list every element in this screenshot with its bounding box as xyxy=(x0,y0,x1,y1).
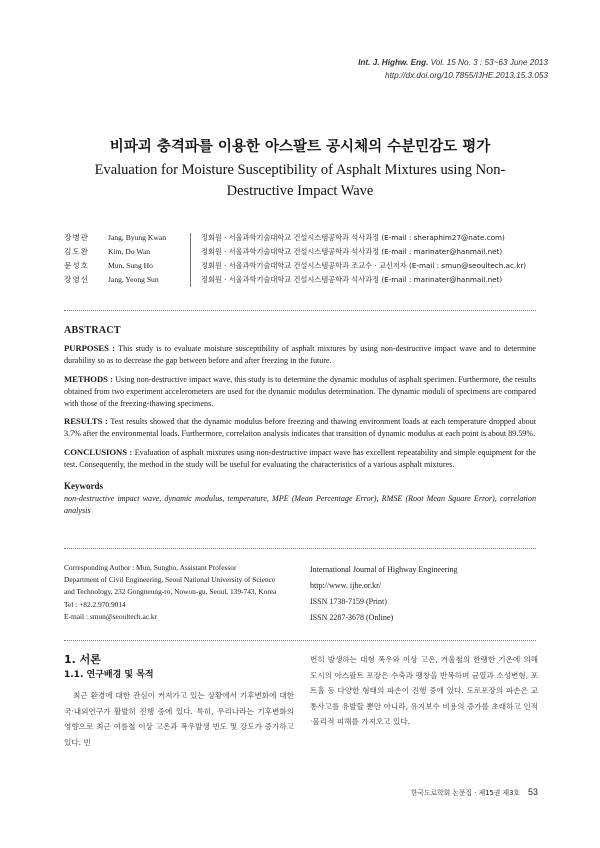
journal-info xyxy=(310,562,540,626)
author-name-ko: 장병관 xyxy=(64,233,90,242)
journal-abbrev: Int. J. Highw. Eng. xyxy=(358,58,429,67)
divider-dotted xyxy=(64,548,536,549)
divider-dotted xyxy=(64,640,536,641)
journal-name: International Journal of Highway Engineering xyxy=(310,565,458,574)
doi-link[interactable]: http://dx.doi.org/10.7855/IJHE.2013.15.3.053 xyxy=(385,71,548,80)
body-paragraph: 최근 환경에 대한 관심이 커져가고 있는 상황에서 기후변화에 대한 국·내외연구가 활발히 진행 중에 있다. 특히, 우리나라는 기후변화의 영향으로 최근 여름철 이상 고온과 폭우발생 빈도 및 강도가 증가하고 있다. 빈 xyxy=(64,691,294,747)
author-affiliation: 정회원 · 서울과학기술대학교 건설시스템공학과 석사과정 (E-mail : marinater@hanmail.net) xyxy=(201,275,503,284)
results-text: Test results showed that the dynamic modulus before freezing and thawing environment loads at each temperature dropped about 3.7% after the environmental loads. Furthermore, correlation analysis indicates that transition of dynamic modulus at each point is about 89.59%. xyxy=(64,417,536,439)
page-number: 53 xyxy=(527,787,538,797)
corr-line: Corresponding Author : Mun, Sungho, Assistant Professor xyxy=(64,563,237,572)
author-row xyxy=(64,259,526,273)
author-separator xyxy=(190,233,191,245)
journal-reference xyxy=(358,56,548,82)
abstract-conclusions xyxy=(64,446,536,471)
abstract-section xyxy=(64,325,536,518)
author-row xyxy=(64,245,526,259)
results-label: RESULTS : xyxy=(64,416,111,427)
author-name-ko: 문성호 xyxy=(64,261,90,270)
purposes-label: PURPOSES : xyxy=(64,343,119,354)
corresponding-author xyxy=(64,562,300,623)
title-korean: 비파괴 충격파를 이용한 아스팔트 공시체의 수분민감도 평가 xyxy=(109,139,491,155)
abstract-heading: ABSTRACT xyxy=(64,325,121,336)
author-name-en: Jang, Byung Kwan xyxy=(108,233,167,242)
author-name-en: Jang, Yeong Sun xyxy=(108,275,159,284)
keywords-heading: Keywords xyxy=(64,481,103,492)
methods-label: METHODS : xyxy=(64,373,116,384)
abstract-results xyxy=(64,415,536,440)
author-separator xyxy=(190,259,191,273)
abstract-purposes xyxy=(64,342,536,367)
author-separator xyxy=(190,245,191,259)
conclusions-label: CONCLUSIONS : xyxy=(64,446,135,457)
keywords-text: non-destructive impact wave, dynamic modulus, temperature, MPE (Mean Percentage Error), RMSE (Root Mean Square Error), correlation analysis xyxy=(64,494,536,516)
corr-email[interactable]: E-mail : smun@seoultech.ac.kr xyxy=(64,611,158,621)
body-column-right xyxy=(310,652,538,730)
page-footer xyxy=(411,787,538,797)
author-row xyxy=(64,231,526,245)
conclusions-text: Evaluation of asphalt mixtures using non-destructive impact wave has excellent repeatability and simple equipment for the test. Consequently, the method in the study will be useful for evaluating the characteristics of a various asphalt mixtures. xyxy=(64,447,536,469)
abstract-methods xyxy=(64,373,536,411)
methods-text: Using non-destructive impact wave, this study is to determine the dynamic modulus of asphalt specimen. Furthermore, the results obtained from two experiment accelerometers are used for the dynamic modulus determination. The dynamic moduli of specimens are compared with those of the freezing-thawing specimens. xyxy=(64,374,536,409)
issn-online: ISSN 2287-3678 (Online) xyxy=(310,613,394,622)
divider-dotted xyxy=(64,310,536,311)
body-column-left xyxy=(64,652,294,750)
author-affiliation: 정회원 · 서울과학기술대학교 건설시스템공학과 조교수 · 교신저자 (E-mail : smun@seoultech.ac.kr) xyxy=(201,261,527,270)
body-paragraph: 번히 발생하는 대형 폭우와 이상 고온, 겨울철의 한랭한 기온에 의해 도시의 아스팔트 포장은 수축과 팽창을 반복하며 균열과 소성변형, 포트홀 등 다양한 형태의 파손이 진행 중에 있다. 도로포장의 파손은 교통사고를 유발할 뿐만 아니라, 유지보수 비용의 증가를 초래하고 인적·물리적 피해를 가져오고 있다. xyxy=(310,655,538,726)
purposes-text: This study is to evaluate moisture susceptibility of asphalt mixtures by using non-destructive impact wave and to determine durability so as to decrease the gap between before and after freezing in the future. xyxy=(64,344,537,366)
issn-print: ISSN 1738-7159 (Print) xyxy=(310,597,387,606)
corr-line: and Technology, 232 Gongneung-ro, Nowon-gu, Seoul, 139-743, Korea xyxy=(64,587,277,597)
corr-line: Department of Civil Engineering, Seoul National University of Science xyxy=(64,575,276,585)
author-name-en: Mun, Sung Ho xyxy=(108,261,153,270)
corr-line: Tel : +82.2.970.9014 xyxy=(64,599,126,609)
author-affiliation: 정회원 · 서울과학기술대학교 건설시스템공학과 석사과정 (E-mail : sheraphim27@nate.com) xyxy=(201,233,505,242)
author-affiliation: 정회원 · 서울과학기술대학교 건설시스템공학과 석사과정 (E-mail : marinater@hanmail.net) xyxy=(201,247,503,256)
author-name-en: Kim, Do Wan xyxy=(108,247,151,256)
journal-url[interactable]: http://www. ijhe.or.kr/ xyxy=(310,581,382,590)
journal-volume: Vol. 15 No. 3 : 53~63 June 2013 xyxy=(428,58,548,67)
author-list xyxy=(64,231,526,287)
author-name-ko: 김도완 xyxy=(64,247,90,256)
author-row xyxy=(64,273,526,287)
subsection-heading: 1.1. 연구배경 및 목적 xyxy=(64,670,154,680)
section-heading: 1. 서론 xyxy=(64,653,101,666)
author-name-ko: 장영선 xyxy=(64,275,90,284)
title-english: Evaluation for Moisture Susceptibility of Asphalt Mixtures using Non-Destructive Impact Wave xyxy=(94,162,506,199)
footer-journal: 한국도로학회 논문집 · 제15권 제3호 xyxy=(410,789,520,797)
author-separator xyxy=(190,273,191,287)
